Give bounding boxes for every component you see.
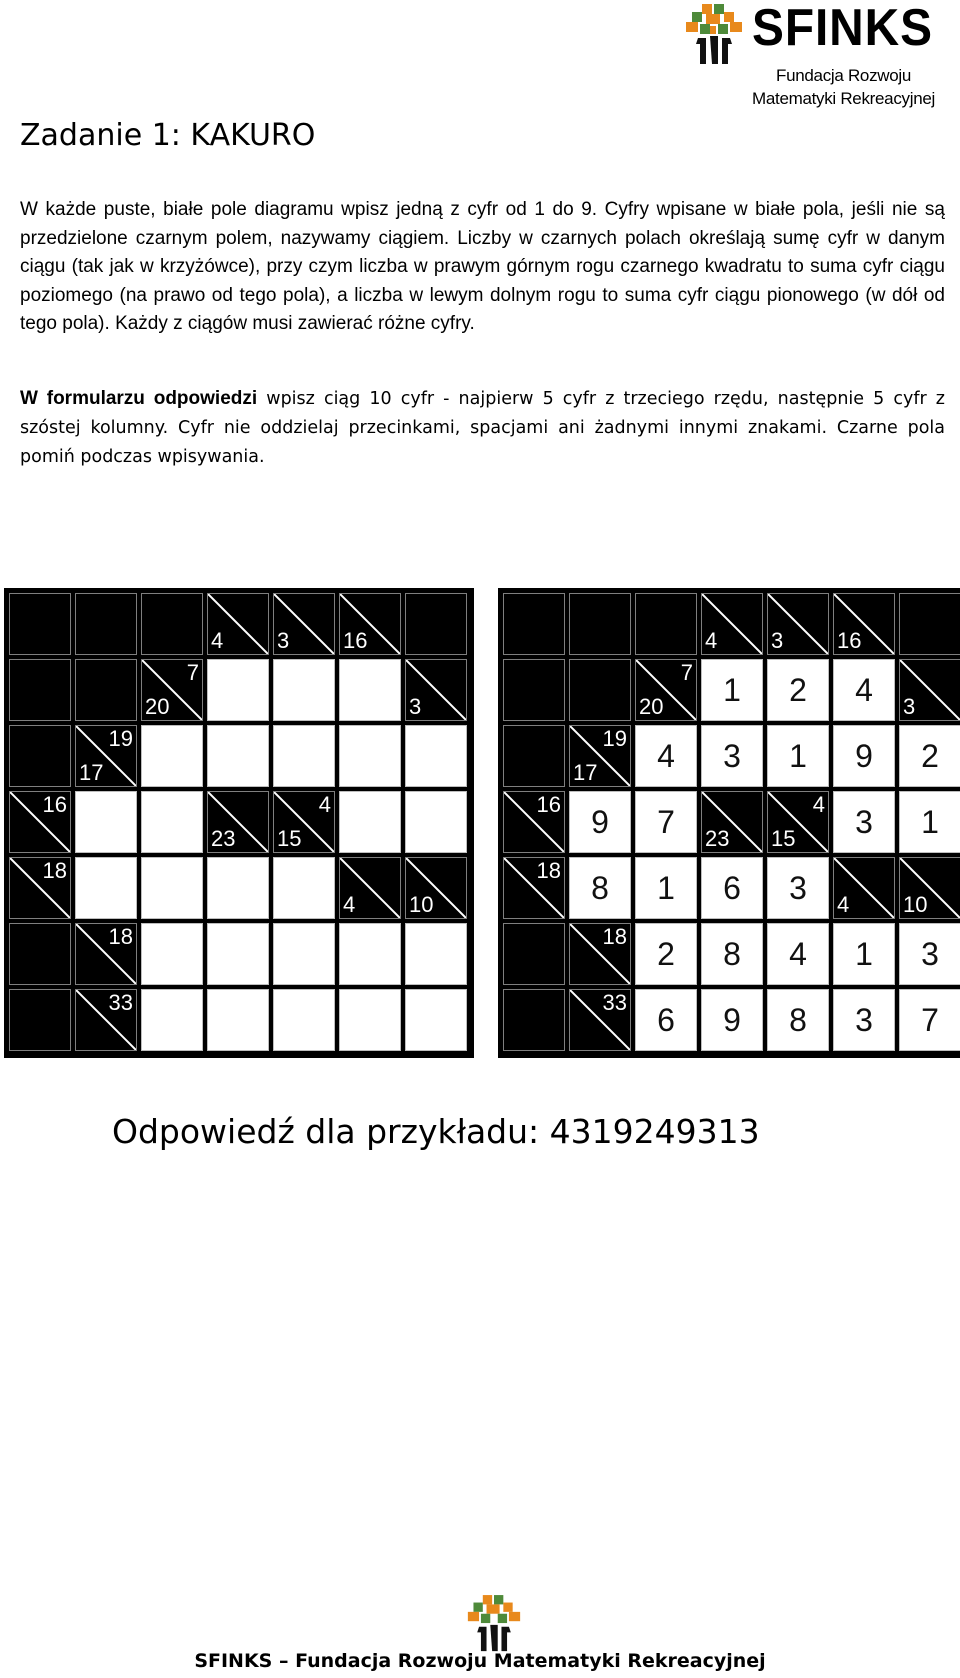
solution-digit: 9	[591, 804, 609, 840]
black-cell	[339, 593, 401, 655]
white-cell	[767, 989, 829, 1051]
instructions-paragraph: W każde puste, białe pole diagramu wpisz jedną z cyfr od 1 do 9. Cyfry wpisane w białe pola, jeśli nie są przedzielone czarnym polem, nazywamy ciągiem. Liczby w czarnych polach określają sumę cyfr w danym ciągu (tak jak w krzyżówce), przy czym liczba w prawym górnym rogu czarnego kwadratu to suma cyfr ciągu poziomego (na prawo od tego pola), a liczba w lewym dolnym rogu to suma cyfr ciągu pionowego (w dół od tego pola). Każdy z ciągów musi zawierać różne cyfry.	[20, 199, 945, 334]
column-sum-clue: 3	[771, 628, 784, 653]
logo-subtitle-line2: Matematyki Rekreacyjnej	[752, 89, 935, 108]
column-sum-clue: 3	[409, 694, 422, 719]
column-sum-clue: 15	[277, 826, 302, 851]
column-sum-clue: 4	[705, 628, 718, 653]
black-cell	[701, 791, 763, 853]
white-cell	[701, 923, 763, 985]
column-sum-clue: 10	[409, 892, 434, 917]
white-cell	[833, 659, 895, 721]
white-cell	[701, 659, 763, 721]
white-cell	[207, 989, 269, 1051]
black-cell	[207, 593, 269, 655]
black-cell	[75, 593, 137, 655]
solution-digit: 7	[657, 804, 675, 840]
solution-digit: 1	[921, 804, 939, 840]
white-cell	[635, 989, 697, 1051]
black-cell	[503, 989, 565, 1051]
row-sum-clue: 33	[108, 990, 133, 1015]
column-sum-clue: 3	[277, 628, 290, 653]
white-cell	[767, 857, 829, 919]
black-cell	[569, 989, 631, 1051]
white-cell	[701, 725, 763, 787]
black-cell	[503, 857, 565, 919]
column-sum-clue: 23	[705, 826, 730, 851]
row-sum-clue: 4	[318, 792, 331, 817]
sfinks-footer-logo-icon	[466, 1595, 522, 1653]
white-cell	[635, 725, 697, 787]
white-cell	[767, 659, 829, 721]
white-cell	[273, 725, 335, 787]
kakuro-puzzle-empty	[4, 588, 474, 1058]
kakuro-puzzle-solved	[498, 588, 960, 1058]
black-cell	[833, 857, 895, 919]
column-sum-clue: 4	[211, 628, 224, 653]
solution-digit: 8	[723, 936, 741, 972]
solution-digit: 2	[921, 738, 939, 774]
black-cell	[569, 923, 631, 985]
row-sum-clue: 18	[108, 924, 133, 949]
example-answer: Odpowiedź dla przykładu: 4319249313	[112, 1112, 760, 1151]
row-sum-clue: 19	[602, 726, 627, 751]
white-cell	[899, 725, 960, 787]
black-cell	[701, 593, 763, 655]
white-cell	[273, 923, 335, 985]
column-sum-clue: 15	[771, 826, 796, 851]
white-cell	[339, 791, 401, 853]
form-note-text: wpisz ciąg 10 cyfr - najpierw 5 cyfr z trzeciego rzędu, następnie 5 cyfr z szóstej kolumny. Cyfr nie oddzielaj przecinkami, spacjami ani żadnymi innymi znakami. Czarne pola pomiń podczas wpisywania.	[20, 389, 945, 467]
task-title: Zadanie 1: KAKURO	[20, 118, 316, 153]
black-cell	[635, 593, 697, 655]
white-cell	[635, 923, 697, 985]
white-cell	[405, 725, 467, 787]
black-cell	[207, 791, 269, 853]
black-cell	[273, 791, 335, 853]
black-cell	[9, 923, 71, 985]
solution-digit: 3	[723, 738, 741, 774]
black-cell	[141, 659, 203, 721]
white-cell	[141, 725, 203, 787]
solution-digit: 1	[855, 936, 873, 972]
sfinks-logo	[680, 2, 950, 112]
black-cell	[405, 659, 467, 721]
solution-digit: 4	[855, 672, 873, 708]
form-note-bold: W formularzu odpowiedzi	[20, 388, 258, 409]
column-sum-clue: 17	[573, 760, 598, 785]
black-cell	[899, 857, 960, 919]
black-cell	[75, 659, 137, 721]
white-cell	[141, 857, 203, 919]
white-cell	[833, 989, 895, 1051]
black-cell	[9, 725, 71, 787]
solution-digit: 1	[657, 870, 675, 906]
column-sum-clue: 23	[211, 826, 236, 851]
white-cell	[75, 857, 137, 919]
white-cell	[569, 791, 631, 853]
white-cell	[899, 923, 960, 985]
white-cell	[833, 791, 895, 853]
black-cell	[75, 989, 137, 1051]
column-sum-clue: 10	[903, 892, 928, 917]
black-cell	[503, 923, 565, 985]
black-cell	[9, 857, 71, 919]
white-cell	[141, 791, 203, 853]
logo-title: SFINKS	[752, 0, 933, 57]
solution-digit: 8	[591, 870, 609, 906]
solution-digit: 8	[789, 1002, 807, 1038]
solution-digit: 3	[855, 1002, 873, 1038]
white-cell	[207, 725, 269, 787]
black-cell	[9, 791, 71, 853]
black-cell	[339, 857, 401, 919]
white-cell	[701, 989, 763, 1051]
white-cell	[833, 725, 895, 787]
white-cell	[833, 923, 895, 985]
solution-digit: 1	[723, 672, 741, 708]
solution-digit: 2	[789, 672, 807, 708]
black-cell	[9, 989, 71, 1051]
white-cell	[767, 923, 829, 985]
row-sum-clue: 16	[536, 792, 561, 817]
row-sum-clue: 33	[602, 990, 627, 1015]
solution-grid	[503, 593, 960, 1055]
row-sum-clue: 18	[536, 858, 561, 883]
white-cell	[339, 659, 401, 721]
row-sum-clue: 7	[186, 660, 199, 685]
column-sum-clue: 3	[903, 694, 916, 719]
white-cell	[339, 725, 401, 787]
row-sum-clue: 19	[108, 726, 133, 751]
black-cell	[503, 791, 565, 853]
black-cell	[899, 593, 960, 655]
solution-digit: 9	[723, 1002, 741, 1038]
page-footer: SFINKS – Fundacja Rozwoju Matematyki Rekreacyjnej	[194, 1650, 766, 1672]
solution-digit: 1	[789, 738, 807, 774]
solution-digit: 2	[657, 936, 675, 972]
solution-digit: 3	[921, 936, 939, 972]
black-cell	[75, 923, 137, 985]
column-sum-clue: 4	[837, 892, 850, 917]
column-sum-clue: 20	[639, 694, 664, 719]
white-cell	[405, 923, 467, 985]
white-cell	[207, 659, 269, 721]
row-sum-clue: 16	[42, 792, 67, 817]
solution-digit: 9	[855, 738, 873, 774]
solution-digit: 4	[789, 936, 807, 972]
black-cell	[405, 857, 467, 919]
black-cell	[767, 791, 829, 853]
white-cell	[141, 923, 203, 985]
column-sum-clue: 16	[837, 628, 862, 653]
black-cell	[767, 593, 829, 655]
white-cell	[207, 857, 269, 919]
black-cell	[503, 593, 565, 655]
white-cell	[339, 923, 401, 985]
solution-digit: 6	[657, 1002, 675, 1038]
solution-digit: 3	[789, 870, 807, 906]
row-sum-clue: 18	[602, 924, 627, 949]
black-cell	[503, 725, 565, 787]
black-cell	[75, 725, 137, 787]
white-cell	[899, 791, 960, 853]
solution-digit: 4	[657, 738, 675, 774]
white-cell	[569, 857, 631, 919]
black-cell	[9, 593, 71, 655]
row-sum-clue: 7	[680, 660, 693, 685]
black-cell	[899, 659, 960, 721]
black-cell	[635, 659, 697, 721]
column-sum-clue: 16	[343, 628, 368, 653]
white-cell	[405, 989, 467, 1051]
solution-digit: 3	[855, 804, 873, 840]
black-cell	[405, 593, 467, 655]
black-cell	[9, 659, 71, 721]
white-cell	[899, 989, 960, 1051]
white-cell	[273, 857, 335, 919]
black-cell	[569, 659, 631, 721]
row-sum-clue: 18	[42, 858, 67, 883]
column-sum-clue: 20	[145, 694, 170, 719]
white-cell	[339, 989, 401, 1051]
white-cell	[75, 791, 137, 853]
form-note-paragraph	[20, 384, 945, 472]
sfinks-logo-icon	[684, 4, 744, 66]
logo-subtitle-line1: Fundacja Rozwoju	[776, 66, 912, 85]
column-sum-clue: 4	[343, 892, 356, 917]
white-cell	[635, 791, 697, 853]
solution-digit: 6	[723, 870, 741, 906]
white-cell	[141, 989, 203, 1051]
column-sum-clue: 17	[79, 760, 104, 785]
white-cell	[207, 923, 269, 985]
solution-digit: 7	[921, 1002, 939, 1038]
black-cell	[273, 593, 335, 655]
white-cell	[701, 857, 763, 919]
black-cell	[833, 593, 895, 655]
black-cell	[569, 725, 631, 787]
white-cell	[405, 791, 467, 853]
row-sum-clue: 4	[812, 792, 825, 817]
puzzle-grid	[9, 593, 471, 1055]
black-cell	[141, 593, 203, 655]
black-cell	[503, 659, 565, 721]
white-cell	[635, 857, 697, 919]
white-cell	[273, 659, 335, 721]
black-cell	[569, 593, 631, 655]
white-cell	[273, 989, 335, 1051]
white-cell	[767, 725, 829, 787]
